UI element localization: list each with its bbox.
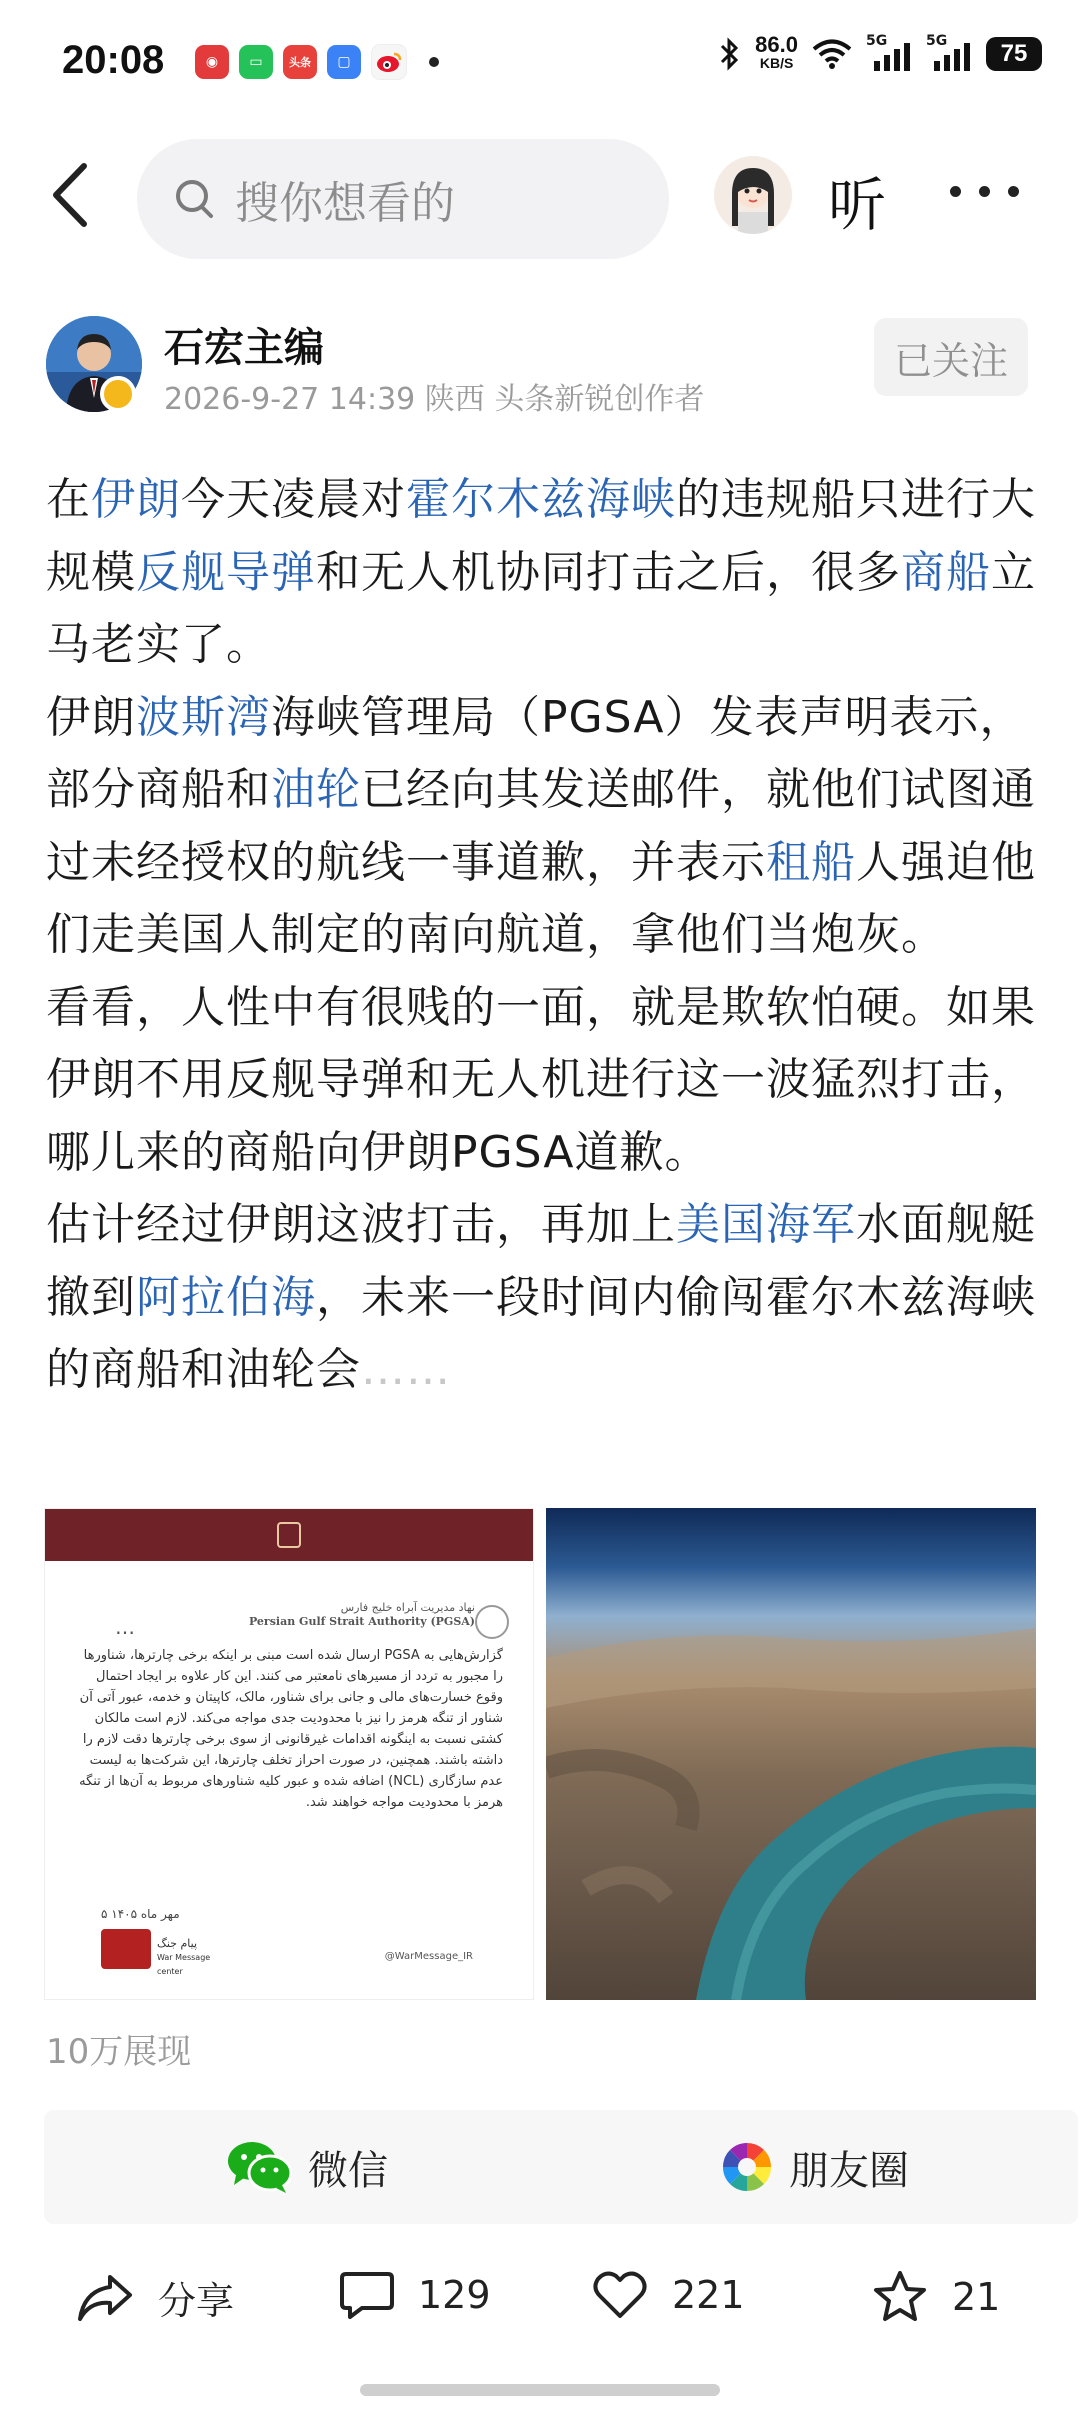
star-icon [872,2270,928,2324]
ellipsis-text: … [115,1615,135,1639]
listen-button[interactable]: 听 [828,171,887,239]
more-notifications-dot [429,57,439,67]
text: 立马老实了。 [46,546,1036,670]
view-count: 10万展现 [46,2032,192,2072]
text: 的违规船只进行大规模 [46,474,1036,598]
statement-date: ۵ مهر ماه ۱۴۰۵ [101,1907,180,1921]
paragraph-4 [46,1189,1036,1407]
back-button[interactable] [44,160,104,230]
search-placeholder: 搜你想看的 [235,178,455,229]
footer-brand [157,1937,227,1979]
toutiao-icon: 头条 [283,45,317,79]
comment-count: 129 [418,2273,491,2317]
truncation-fade: …… [361,1344,451,1395]
pgsa-logo-icon [475,1605,509,1639]
org-name-fa: نهاد مدیریت آبراه خلیج فارس [340,1601,475,1614]
message-icon: ▭ [239,45,273,79]
text: 人强迫他们走美国人制定的南向航道，拿他们当炮灰。 [46,836,1036,960]
heart-icon [592,2270,648,2320]
emblem-icon [277,1522,301,1548]
pinduoduo-icon: ◉ [195,45,229,79]
verified-badge-icon [100,376,136,412]
image-org-header [249,1601,475,1629]
article-image-aerial[interactable] [546,1508,1036,2000]
app-icon: ▢ [327,45,361,79]
text: 今天凌晨对 [181,474,406,525]
text: 水面舰艇撤到 [46,1199,1036,1323]
comment-icon [340,2270,394,2320]
text: 估计经过伊朗这波打击，再加上 [46,1199,676,1250]
like-action[interactable] [592,2270,745,2320]
share-wechat-button[interactable] [44,2110,570,2224]
text: 和无人机协同打击之后，很多 [316,546,901,598]
like-count: 221 [672,2273,745,2317]
favorite-count: 21 [952,2275,1001,2319]
share-moments-label: 朋友圈 [789,2147,909,2194]
article-image-statement[interactable] [44,1508,534,2000]
post-meta: 2026-9-27 14:39 陕西 头条新锐创作者 [164,382,705,417]
signal-icon-1: 5G [866,37,912,71]
top-nav [0,130,1080,260]
footer-brand-fa: پیام جنگ [157,1937,198,1950]
follow-button[interactable]: 已关注 [874,318,1028,396]
org-name-en: Persian Gulf Strait Authority (PGSA) [248,1615,475,1628]
network-speed: 86.0 KB/S [755,32,798,71]
weibo-icon [371,44,407,80]
notification-icons [195,44,439,80]
paragraph-1 [46,464,1036,682]
topic-link[interactable]: 油轮 [271,764,361,815]
bottom-action-bar [0,2250,1080,2350]
moments-icon [721,2141,773,2193]
comment-action[interactable] [340,2270,491,2320]
text: ，未来一段时间内偷闯霍尔木兹海峡的商船和油轮会 [46,1271,1036,1395]
search-icon [173,177,217,221]
more-options-icon[interactable] [950,186,1019,197]
iran-map-icon [101,1929,151,1969]
topic-link[interactable]: 美国海军 [676,1199,856,1250]
text: 海峡管理局（PGSA）发表声明表示，部分商船和 [46,691,1025,815]
topic-link[interactable]: 反舰导弹 [136,546,316,598]
share-moments-button[interactable] [552,2110,1078,2224]
bluetooth-icon [719,37,741,71]
footer-brand-en: War Message center [157,1953,211,1976]
topic-link[interactable]: 伊朗 [91,474,181,525]
assistant-avatar[interactable] [714,156,792,234]
author-name[interactable]: 石宏主编 [164,325,324,371]
text: 已经向其发送邮件，就他们试图通过未经授权的航线一事道歉，并表示 [46,764,1036,888]
share-icon [76,2273,134,2323]
home-indicator[interactable] [360,2384,720,2396]
system-indicators [719,32,1042,72]
topic-link[interactable]: 波斯湾 [136,691,271,743]
signal-icon-2: 5G [926,37,972,71]
wechat-icon [226,2139,292,2195]
search-bar[interactable] [137,139,669,259]
share-action-label: 分享 [158,2279,235,2323]
social-handle: @WarMessage_IR [384,1951,473,1962]
clock: 20:08 [62,38,165,82]
paragraph-2 [46,682,1036,972]
text: 在 [46,474,91,525]
share-wechat-label: 微信 [308,2147,388,2194]
chevron-left-icon [44,160,104,230]
favorite-action[interactable] [872,2270,1000,2324]
image-header-band [45,1509,533,1561]
topic-link[interactable]: 霍尔木兹海峡 [406,474,676,525]
topic-link[interactable]: 商船 [901,546,991,598]
topic-link[interactable]: 租船 [766,836,856,888]
text: 伊朗 [46,691,136,743]
battery-indicator: 75 [986,37,1042,71]
share-action[interactable] [76,2270,234,2325]
paragraph-3: 看看，人性中有很贱的一面，就是欺软怕硬。如果伊朗不用反舰导弹和无人机进行这一波猛烈打击，哪儿来的商船向伊朗PGSA道歉。 [46,981,1036,1178]
wifi-icon [812,38,852,70]
status-bar [0,0,1080,120]
article-body [46,464,1036,1407]
topic-link[interactable]: 阿拉伯海 [136,1271,316,1323]
author-header [0,310,1080,420]
statement-text: گزارش‌هایی به PGSA ارسال شده است مبنی بر اینکه برخی چارترها، شناورها را مجبور به تردد از مسیرهای نامعتبر می کنند. این کار علاوه بر ایجاد احتمال وقوع خسارت‌های مالی و جانی برای شناور، مالک، کاپیتان و خدمه، عبور آتی آن شناور از تنگه هرمز را نیز با محدودیت جدی مواجه می‌کند. لازم است مالکان کشتی نسبت به اینگونه اقدامات غیرقانونی از سوی برخی چارترها دقت لازم را داشته باشند. همچنین، در صورت احراز تخلف چارترها، این شرکت‌ها به لیست عدم سازگاری (NCL) اضافه شده و عبور کلیه شناورهای مربوط به آن‌ها از تنگه هرمز با محدودیت مواجه خواهند شد. [79,1648,503,1810]
